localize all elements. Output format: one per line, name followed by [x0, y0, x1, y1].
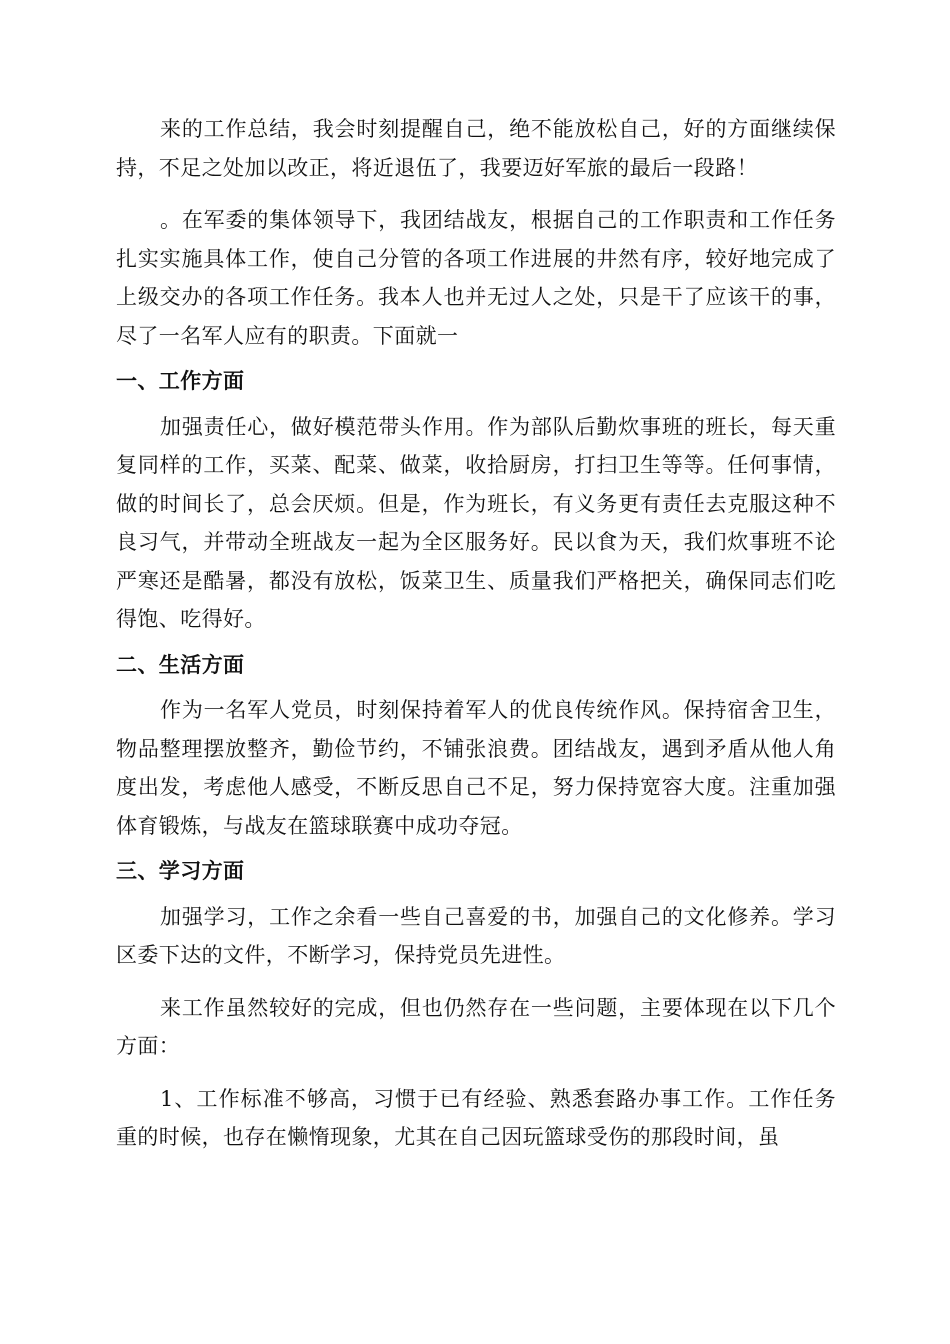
- intro-paragraph-2: 。在军委的集体领导下，我团结战友，根据自己的工作职责和工作任务扎实实施具体工作，使自己分管的各项工作进展的井然有序，较好地完成了上级交办的各项工作任务。我本人也并无过人之处，只是干了应该干的事，尽了一名军人应有的职责。下面就一: [116, 208, 836, 348]
- section-heading-study: 三、学习方面: [116, 858, 245, 883]
- section-body-study: 加强学习，工作之余看一些自己喜爱的书，加强自己的文化修养。学习区委下达的文件，不断学习，保持党员先进性。: [116, 904, 836, 967]
- document-page: [116, 110, 836, 1157]
- problem-item-1: 1、工作标准不够高，习惯于已有经验、熟悉套路办事工作。工作任务重的时候，也存在懒惰现象，尤其在自己因玩篮球受伤的那段时间，虽: [116, 1086, 836, 1149]
- problems-intro-paragraph: 来工作虽然较好的完成，但也仍然存在一些问题，主要体现在以下几个方面：: [116, 995, 836, 1058]
- section-heading-work: 一、工作方面: [116, 368, 245, 393]
- section-body-work: 加强责任心，做好模范带头作用。作为部队后勤炊事班的班长，每天重复同样的工作，买菜、配菜、做菜，收拾厨房，打扫卫生等等。任何事情，做的时间长了，总会厌烦。但是，作为班长，有义务更有责任去克服这种不良习气，并带动全班战友一起为全区服务好。民以食为天，我们炊事班不论严寒还是酷暑，都没有放松，饭菜卫生、质量我们严格把关，确保同志们吃得饱、吃得好。: [116, 414, 836, 631]
- section-body-life: 作为一名军人党员，时刻保持着军人的优良传统作风。保持宿舍卫生，物品整理摆放整齐，勤俭节约，不铺张浪费。团结战友，遇到矛盾从他人角度出发，考虑他人感受，不断反思自己不足，努力保持宽容大度。注重加强体育锻炼，与战友在篮球联赛中成功夺冠。: [116, 698, 836, 838]
- section-heading-life: 二、生活方面: [116, 651, 245, 677]
- intro-paragraph-1: 来的工作总结，我会时刻提醒自己，绝不能放松自己，好的方面继续保持，不足之处加以改正，将近退伍了，我要迈好军旅的最后一段路！: [116, 117, 836, 180]
